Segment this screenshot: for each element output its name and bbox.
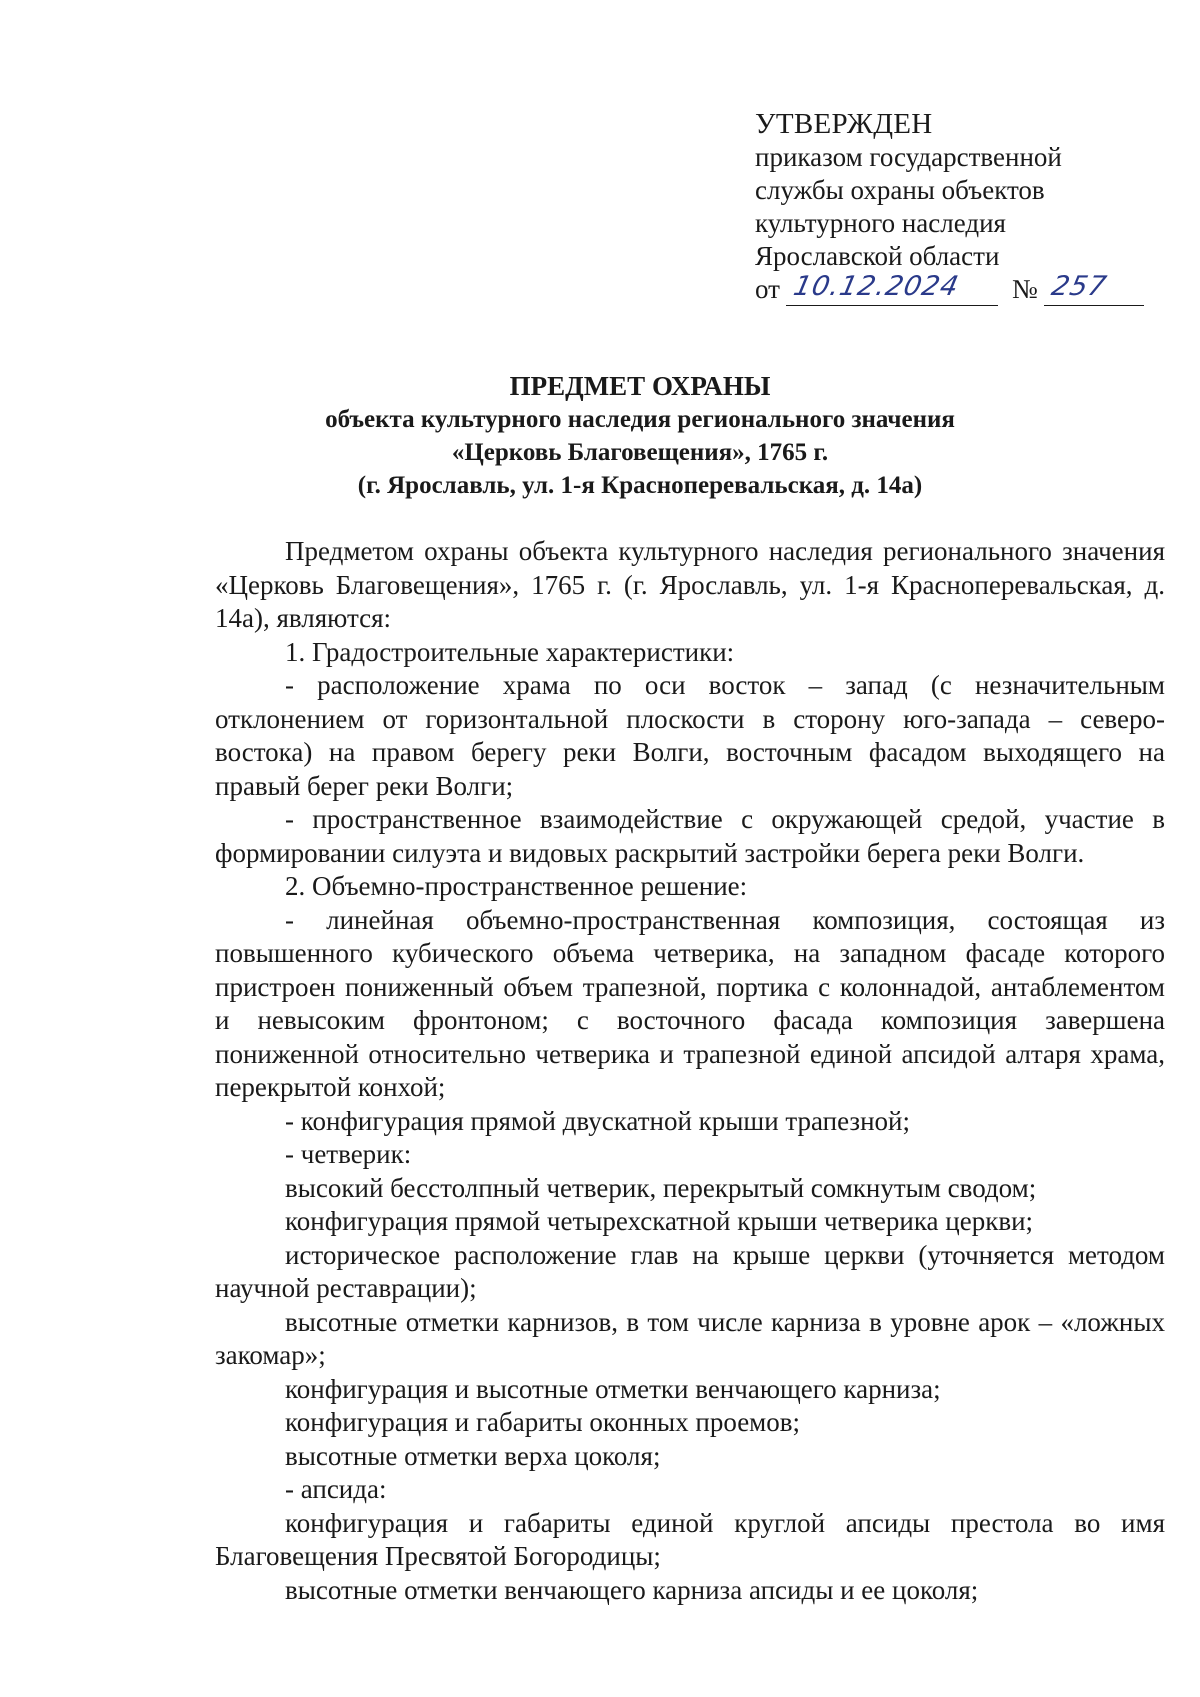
number-field <box>1044 271 1144 306</box>
document-subtitle: (г. Ярославль, ул. 1-я Красноперевальская, д. 14а) <box>357 472 923 499</box>
handwritten-date: 10.12.2024 <box>790 271 962 302</box>
list-item: конфигурация прямой четырехскатной крыши четверика церкви; <box>285 1206 1034 1236</box>
list-item: конфигурация и габариты оконных проемов; <box>285 1407 801 1437</box>
intro-paragraph: Предметом охраны объекта культурного наследия регионального значения «Церковь Благовещения», 1765 г. (г. Ярославль, ул. 1-я Красноперевальская, д. 14а), являются: <box>215 536 1165 633</box>
document-title: ПРЕДМЕТ ОХРАНЫ <box>509 371 771 401</box>
document-subtitle: «Церковь Благовещения», 1765 г. <box>451 439 829 466</box>
list-item: высотные отметки верха цоколя; <box>285 1440 661 1471</box>
list-item: высокий бесстолпный четверик, перекрытый сомкнутым сводом; <box>285 1172 1037 1203</box>
date-prefix: от <box>755 274 780 304</box>
list-item: конфигурация и габариты единой круглой апсиды престола во имя Благовещения Пресвятой Богородицы; <box>215 1507 1165 1571</box>
approval-line: службы охраны объектов <box>755 175 1045 205</box>
number-sign: № <box>1011 274 1038 304</box>
section-heading: 1. Градостроительные характеристики: <box>285 636 735 667</box>
handwritten-number: 257 <box>1048 271 1110 302</box>
date-field <box>786 271 998 306</box>
list-item: высотные отметки венчающего карниза апсиды и ее цоколя; <box>285 1574 979 1605</box>
approval-heading: УТВЕРЖДЕН <box>755 108 933 140</box>
approval-line: Ярославской области <box>755 241 1000 271</box>
list-item: высотные отметки карнизов, в том числе карниза в уровне арок – «ложных закомар»; <box>215 1306 1165 1370</box>
list-item: - четверик: <box>285 1139 412 1169</box>
list-item: - расположение храма по оси восток – запад (с незначительным отклонением от горизонтальной плоскости в сторону юго-запада – северо-востока) на правом берегу реки Волги, восточным фасадом выходящего на правый берег реки Волги; <box>215 670 1165 801</box>
approval-date-number-line <box>755 273 1145 306</box>
document-title-block <box>200 370 1080 502</box>
list-item: - конфигурация прямой двускатной крыши трапезной; <box>285 1105 910 1136</box>
list-item: - линейная объемно-пространственная композиция, состоящая из повышенного кубического объема четверика, на западном фасаде которого пристроен пониженный объем трапезной, портика с колоннадой, антаблементом и невысоким фронтоном; с восточного фасада композиция завершена пониженной относительно четверика и трапезной единой апсидой алтаря храма, перекрытой конхой; <box>215 904 1165 1102</box>
list-item: - апсида: <box>285 1474 387 1504</box>
document-body <box>215 535 1165 1607</box>
list-item: конфигурация и высотные отметки венчающего карниза; <box>285 1373 941 1404</box>
approval-line: приказом государственной <box>755 142 1062 172</box>
approval-line: культурного наследия <box>755 208 1006 238</box>
list-item: - пространственное взаимодействие с окружающей средой, участие в формировании силуэта и видовых раскрытий застройки берега реки Волги. <box>215 804 1165 868</box>
list-item: историческое расположение глав на крыше церкви (уточняется методом научной реставрации); <box>215 1239 1165 1303</box>
approval-stamp <box>755 108 1145 306</box>
section-heading: 2. Объемно-пространственное решение: <box>285 871 748 901</box>
document-subtitle: объекта культурного наследия регионального значения <box>325 406 955 433</box>
